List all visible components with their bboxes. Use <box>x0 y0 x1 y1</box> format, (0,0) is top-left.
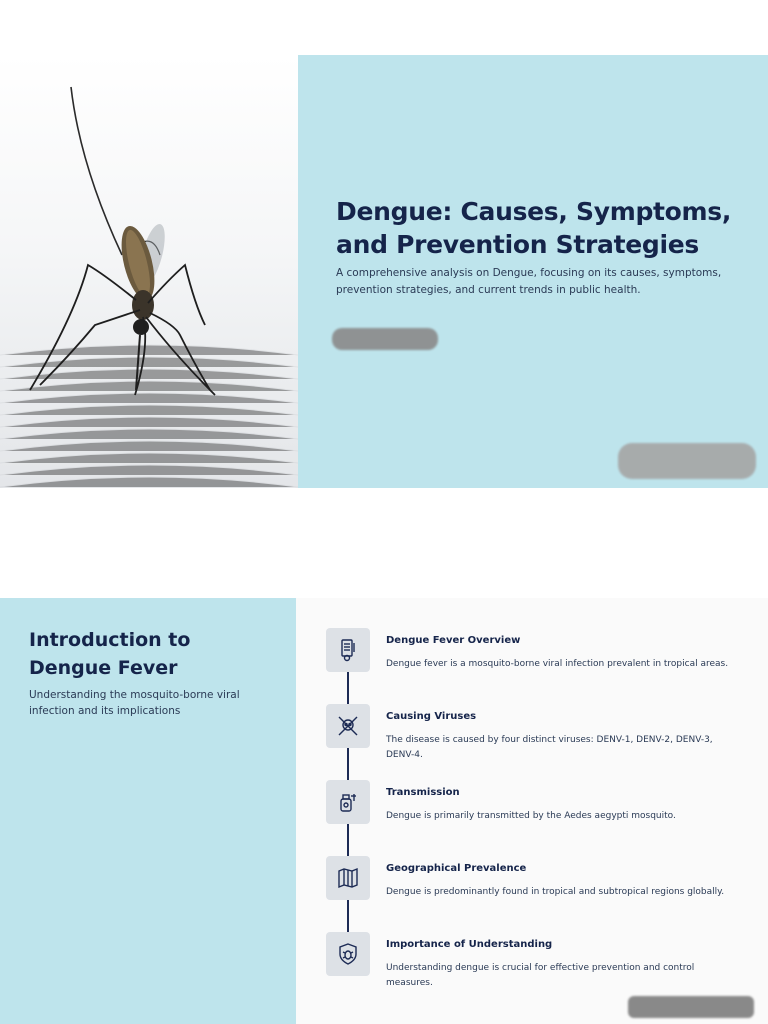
redacted-footer <box>628 996 754 1018</box>
item-text: Dengue is primarily transmitted by the Aedes aegypti mosquito. <box>386 811 676 821</box>
intro-panel <box>0 598 296 1024</box>
item-text: Dengue is predominantly found in tropical and subtropical regions globally. <box>386 887 725 897</box>
shield-bug-icon <box>326 932 370 976</box>
item-heading: Geographical Prevalence <box>386 863 527 874</box>
redacted-logo <box>618 443 756 479</box>
thermometer-icon <box>326 628 370 672</box>
page-subtitle: A comprehensive analysis on Dengue, focusing on its causes, symptoms, prevention strategies, and current trends in public health. <box>336 267 722 296</box>
section-subtitle: Understanding the mosquito-borne viral infection and its implications <box>29 689 240 717</box>
item-text: The disease is caused by four distinct viruses: DENV-1, DENV-2, DENV-3, DENV-4. <box>386 735 713 760</box>
item-heading: Dengue Fever Overview <box>386 635 521 646</box>
item-text: Understanding dengue is crucial for effective prevention and control measures. <box>386 963 695 988</box>
item-text: Dengue fever is a mosquito-borne viral infection prevalent in tropical areas. <box>386 659 729 669</box>
timeline <box>296 598 768 1024</box>
title-panel <box>298 55 768 488</box>
page-title: Dengue: Causes, Symptoms, and Prevention Strategies <box>336 197 732 259</box>
item-heading: Importance of Understanding <box>386 939 553 950</box>
mosquito-photo <box>0 55 298 488</box>
redacted-author <box>332 328 438 350</box>
item-heading: Causing Viruses <box>386 711 477 722</box>
map-icon <box>326 856 370 900</box>
intro-slide <box>0 598 768 1024</box>
section-title: Introduction to Dengue Fever <box>29 629 191 679</box>
title-slide <box>0 55 768 488</box>
skull-crossbones-icon <box>326 704 370 748</box>
mosquito-illustration <box>0 55 298 488</box>
item-heading: Transmission <box>386 787 460 798</box>
repellent-spray-icon <box>326 780 370 824</box>
